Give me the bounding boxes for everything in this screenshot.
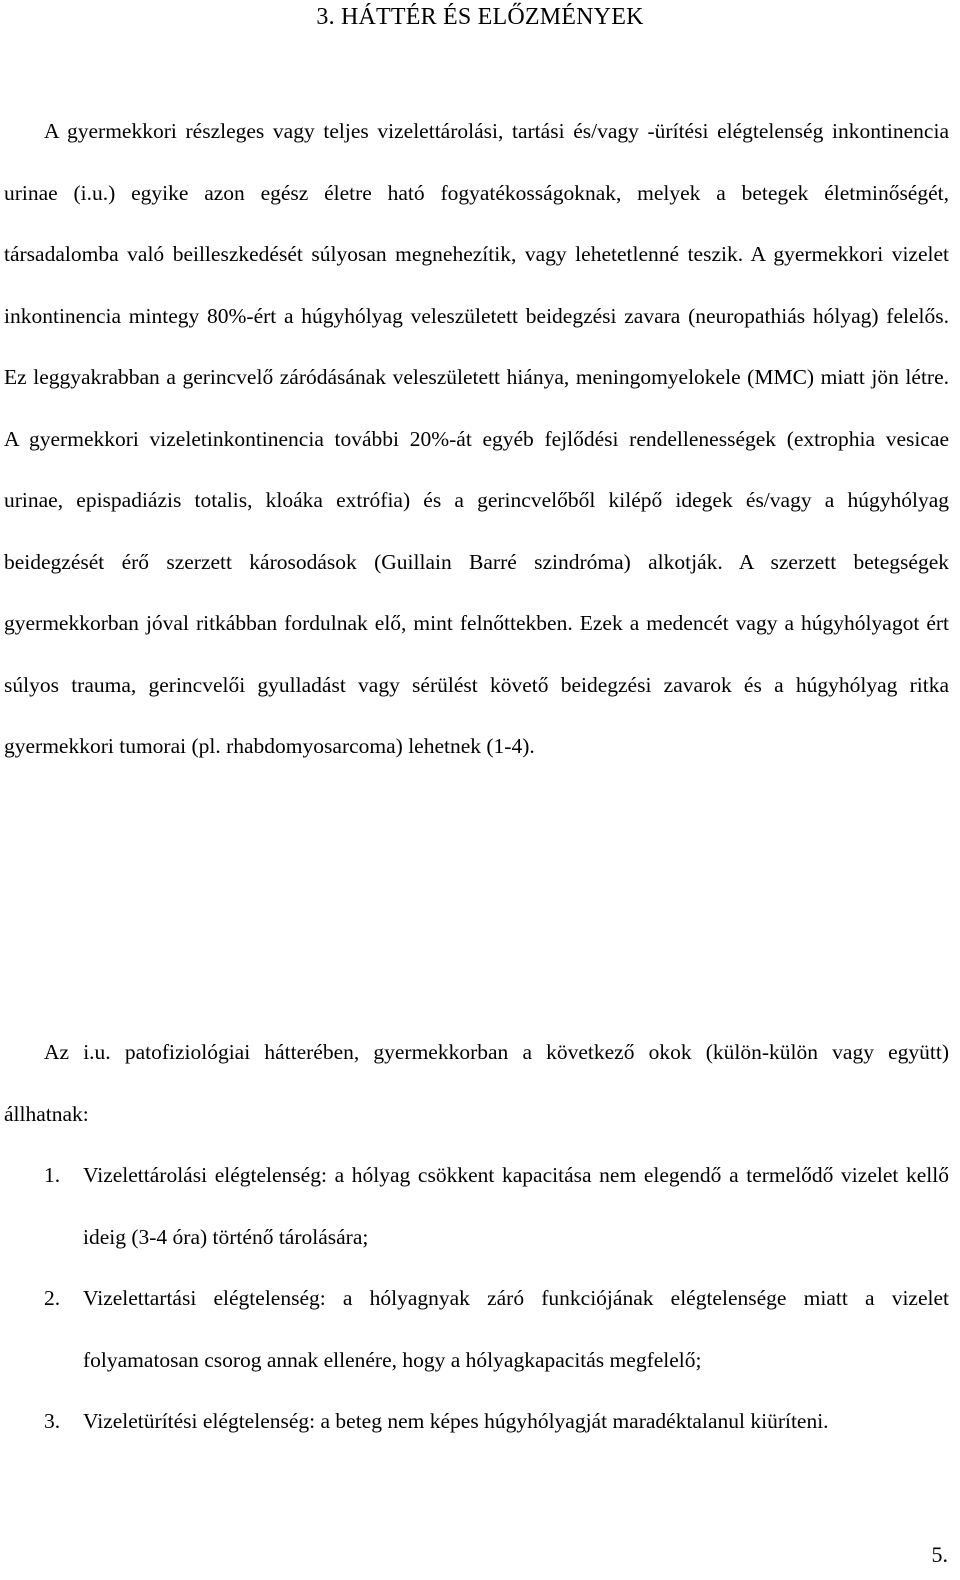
page-number: 5.: [931, 1542, 948, 1567]
section-heading: 3. HÁTTÉR ÉS ELŐZMÉNYEK: [316, 4, 644, 30]
list-number: 2.: [44, 1286, 61, 1310]
paragraph-text: A gyermekkori részleges vagy teljes vizelettárolási, tartási és/vagy -ürítési elégtelenség inkontinencia urinae (i.u.) egyike azon egész életre ható fogyatékosságoknak, melyek a betegek életminőségét, társadalomba való beilleszkedését súlyosan megnehezítik, vagy lehetetlenné teszik. A gyermekkori vizelet inkontinencia mintegy 80%-ért a húgyhólyag veleszületett beidegzési zavara (neuropathiás hólyag) felelős. Ez leggyakrabban a gerincvelő záródásának veleszületett hiánya, meningomyelokele (MMC) miatt jön létre. A gyermekkori vizeletinkontinencia további 20%-át egyéb fejlődési rendellenességek (extrophia vesicae urinae, epispadiázis totalis, kloáka extrófia) és a gerincvelőből kilépő idegek és/vagy a húgyhólyag beidegzését érő szerzett károsodások (Guillain Barré szindróma) alkotják. A szerzett betegségek gyermekkorban jóval ritkábban fordulnak elő, mint felnőttekben. Ezek a medencét vagy a húgyhólyagot ért súlyos trauma, gerincvelői gyulladást vagy sérülést követő beidegzési zavarok és a húgyhólyag ritka gyermekkori tumorai (pl. rhabdomyosarcoma) lehetnek (1-4).: [4, 119, 949, 758]
list-text: Vizelettárolási elégtelenség: a hólyag csökkent kapacitása nem elegendő a termelődő vizelet kellő ideig (3-4 óra) történő tárolására;: [83, 1163, 949, 1249]
list-item: [4, 1145, 949, 1268]
paragraph-pathophysiology: [4, 1022, 949, 1145]
paragraph-text: Az i.u. patofiziológiai hátterében, gyermekkorban a következő okok (külön-külön vagy együtt) állhatnak:: [4, 1040, 949, 1126]
list-item: [4, 1268, 949, 1391]
list-item: [4, 1391, 949, 1453]
list-number: 3.: [44, 1409, 61, 1433]
list-text: Vizelettartási elégtelenség: a hólyagnyak záró funkciójának elégtelensége miatt a vizelet folyamatosan csorog annak ellenére, hogy a hólyagkapacitás megfelelő;: [83, 1286, 949, 1372]
list-text: Vizeletürítési elégtelenség: a beteg nem képes húgyhólyagját maradéktalanul kiüríteni.: [83, 1409, 829, 1433]
paragraph-background: [4, 101, 949, 778]
list-number: 1.: [44, 1163, 61, 1187]
